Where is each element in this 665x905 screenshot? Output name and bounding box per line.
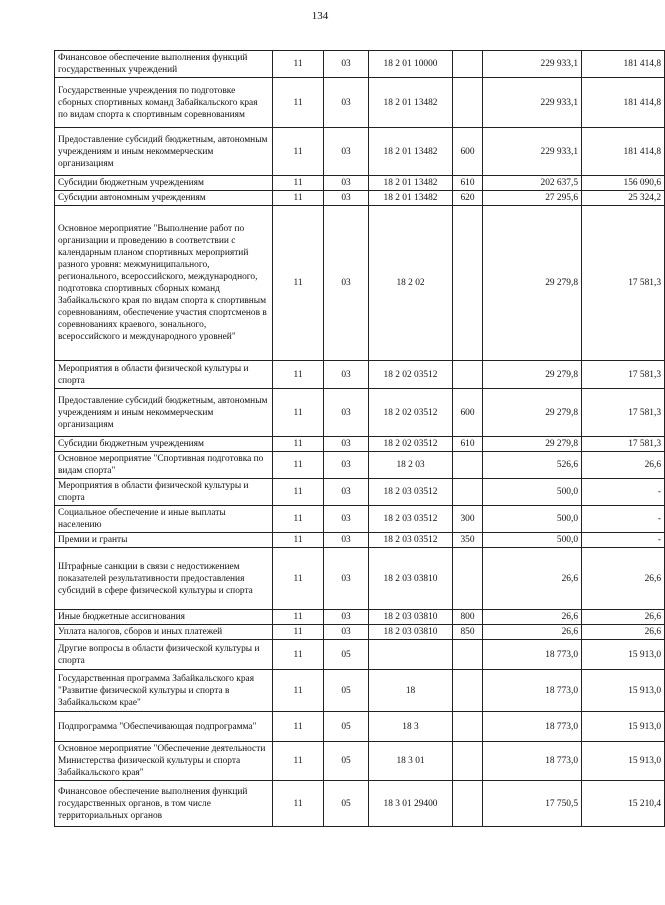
cell-sum-1: 500,0	[483, 533, 582, 548]
cell-name: Субсидии автономным учреждениям	[55, 191, 273, 206]
cell-subsection: 03	[324, 533, 369, 548]
cell-name: Предоставление субсидий бюджетным, автономным учреждениям и иным некоммерческим организациям	[55, 128, 273, 176]
cell-name: Финансовое обеспечение выполнения функций государственных учреждений	[55, 51, 273, 78]
cell-subsection: 03	[324, 389, 369, 437]
cell-section: 11	[273, 437, 324, 452]
cell-target-item: 18 2 03 03810	[369, 548, 453, 610]
cell-subsection: 05	[324, 640, 369, 670]
cell-sum-1: 229 933,1	[483, 128, 582, 176]
cell-sum-2: -	[582, 479, 665, 506]
cell-expense-type	[453, 640, 483, 670]
cell-sum-1: 526,6	[483, 452, 582, 479]
cell-sum-2: 181 414,8	[582, 128, 665, 176]
page-number: 134	[311, 10, 329, 22]
cell-sum-2: -	[582, 533, 665, 548]
cell-section: 11	[273, 533, 324, 548]
cell-sum-2: 17 581,3	[582, 206, 665, 361]
cell-section: 11	[273, 176, 324, 191]
cell-subsection: 03	[324, 206, 369, 361]
cell-expense-type	[453, 361, 483, 389]
table-row	[55, 640, 665, 670]
cell-sum-1: 18 773,0	[483, 670, 582, 712]
table-row	[55, 548, 665, 610]
cell-name: Мероприятия в области физической культуры и спорта	[55, 361, 273, 389]
table-row	[55, 533, 665, 548]
cell-name: Мероприятия в области физической культуры и спорта	[55, 479, 273, 506]
cell-expense-type: 620	[453, 191, 483, 206]
cell-expense-type: 850	[453, 625, 483, 640]
cell-section: 11	[273, 206, 324, 361]
cell-section: 11	[273, 742, 324, 781]
cell-sum-2: 17 581,3	[582, 389, 665, 437]
cell-subsection: 03	[324, 506, 369, 533]
cell-name: Иные бюджетные ассигнования	[55, 610, 273, 625]
cell-sum-2: 26,6	[582, 452, 665, 479]
table-row	[55, 712, 665, 742]
cell-subsection: 03	[324, 610, 369, 625]
cell-section: 11	[273, 610, 324, 625]
cell-sum-2: 26,6	[582, 610, 665, 625]
cell-target-item: 18 2 03 03810	[369, 625, 453, 640]
cell-sum-2: -	[582, 506, 665, 533]
cell-expense-type: 800	[453, 610, 483, 625]
table-row	[55, 479, 665, 506]
cell-sum-1: 26,6	[483, 548, 582, 610]
cell-section: 11	[273, 191, 324, 206]
cell-section: 11	[273, 670, 324, 712]
cell-target-item: 18 3	[369, 712, 453, 742]
cell-subsection: 03	[324, 51, 369, 78]
cell-subsection: 03	[324, 78, 369, 128]
table-row	[55, 437, 665, 452]
cell-sum-2: 25 324,2	[582, 191, 665, 206]
cell-sum-1: 18 773,0	[483, 742, 582, 781]
cell-name: Государственные учреждения по подготовке сборных спортивных команд Забайкальского края по видам спорта к спортивным соревнованиям	[55, 78, 273, 128]
cell-target-item: 18 2 03 03512	[369, 479, 453, 506]
cell-target-item: 18 2 01 13482	[369, 176, 453, 191]
table-row	[55, 742, 665, 781]
cell-expense-type	[453, 51, 483, 78]
cell-name: Основное мероприятие "Выполнение работ по организации и проведению в соответствии с календарным планом спортивных мероприятий разного уровня: межмуниципального, регионального, всероссийского, международного, подготовка спортивных сборных команд Забайкальского края по видам спорта к спортивным соревнованиям, обеспечение участия спортсменов в соревнованиях краевого, зонального, всероссийского и международного уровней"	[55, 206, 273, 361]
cell-expense-type	[453, 479, 483, 506]
table-row	[55, 191, 665, 206]
cell-expense-type	[453, 781, 483, 827]
cell-target-item: 18 2 02 03512	[369, 437, 453, 452]
cell-name: Уплата налогов, сборов и иных платежей	[55, 625, 273, 640]
cell-expense-type	[453, 670, 483, 712]
cell-section: 11	[273, 78, 324, 128]
cell-sum-2: 181 414,8	[582, 51, 665, 78]
table-row	[55, 389, 665, 437]
cell-name: Основное мероприятие "Спортивная подготовка по видам спорта"	[55, 452, 273, 479]
cell-sum-2: 17 581,3	[582, 437, 665, 452]
cell-expense-type	[453, 78, 483, 128]
cell-name: Подпрограмма "Обеспечивающая подпрограмма"	[55, 712, 273, 742]
cell-subsection: 05	[324, 742, 369, 781]
table-row	[55, 361, 665, 389]
cell-sum-1: 26,6	[483, 610, 582, 625]
cell-sum-1: 29 279,8	[483, 361, 582, 389]
cell-subsection: 05	[324, 712, 369, 742]
cell-name: Штрафные санкции в связи с недостижением показателей результативности предоставления субсидий в сфере физической культуры и спорта	[55, 548, 273, 610]
table-row	[55, 176, 665, 191]
cell-subsection: 03	[324, 128, 369, 176]
cell-subsection: 05	[324, 781, 369, 827]
cell-target-item	[369, 640, 453, 670]
cell-sum-1: 229 933,1	[483, 78, 582, 128]
cell-target-item: 18 2 01 13482	[369, 78, 453, 128]
cell-subsection: 03	[324, 625, 369, 640]
cell-target-item: 18 2 03 03810	[369, 610, 453, 625]
cell-name: Предоставление субсидий бюджетным, автономным учреждениям и иным некоммерческим организациям	[55, 389, 273, 437]
cell-subsection: 03	[324, 361, 369, 389]
cell-target-item: 18 2 03 03512	[369, 506, 453, 533]
table-row	[55, 610, 665, 625]
cell-subsection: 05	[324, 670, 369, 712]
cell-sum-2: 26,6	[582, 548, 665, 610]
table-row	[55, 670, 665, 712]
cell-name: Основное мероприятие "Обеспечение деятельности Министерства физической культуры и спорта Забайкальского края"	[55, 742, 273, 781]
cell-sum-1: 500,0	[483, 479, 582, 506]
cell-section: 11	[273, 712, 324, 742]
cell-target-item: 18 2 03 03512	[369, 533, 453, 548]
cell-name: Субсидии бюджетным учреждениям	[55, 176, 273, 191]
table-row	[55, 452, 665, 479]
cell-sum-1: 500,0	[483, 506, 582, 533]
cell-expense-type	[453, 742, 483, 781]
cell-sum-2: 26,6	[582, 625, 665, 640]
cell-expense-type: 350	[453, 533, 483, 548]
cell-name: Финансовое обеспечение выполнения функций государственных органов, в том числе территориальных органов	[55, 781, 273, 827]
cell-subsection: 03	[324, 548, 369, 610]
cell-sum-2: 15 913,0	[582, 742, 665, 781]
table-row	[55, 206, 665, 361]
cell-name: Государственная программа Забайкальского края "Развитие физической культуры и спорта в Забайкальском крае"	[55, 670, 273, 712]
cell-section: 11	[273, 625, 324, 640]
cell-expense-type: 610	[453, 437, 483, 452]
cell-target-item: 18 3 01 29400	[369, 781, 453, 827]
table-row	[55, 625, 665, 640]
cell-section: 11	[273, 389, 324, 437]
cell-section: 11	[273, 781, 324, 827]
cell-section: 11	[273, 548, 324, 610]
cell-expense-type: 600	[453, 389, 483, 437]
cell-sum-2: 156 090,6	[582, 176, 665, 191]
cell-section: 11	[273, 452, 324, 479]
table-row	[55, 51, 665, 78]
cell-expense-type	[453, 548, 483, 610]
table-row	[55, 781, 665, 827]
cell-sum-1: 229 933,1	[483, 51, 582, 78]
cell-sum-2: 15 913,0	[582, 640, 665, 670]
cell-section: 11	[273, 506, 324, 533]
cell-name: Другие вопросы в области физической культуры и спорта	[55, 640, 273, 670]
cell-target-item: 18 2 01 13482	[369, 128, 453, 176]
cell-section: 11	[273, 640, 324, 670]
cell-target-item: 18 3 01	[369, 742, 453, 781]
cell-name: Социальное обеспечение и иные выплаты населению	[55, 506, 273, 533]
cell-sum-1: 202 637,5	[483, 176, 582, 191]
cell-name: Субсидии бюджетным учреждениям	[55, 437, 273, 452]
cell-expense-type: 300	[453, 506, 483, 533]
cell-section: 11	[273, 51, 324, 78]
budget-table	[54, 50, 665, 827]
cell-sum-1: 27 295,6	[483, 191, 582, 206]
cell-target-item: 18 2 01 13482	[369, 191, 453, 206]
cell-sum-1: 29 279,8	[483, 389, 582, 437]
table-row	[55, 78, 665, 128]
cell-subsection: 03	[324, 176, 369, 191]
cell-sum-2: 17 581,3	[582, 361, 665, 389]
cell-subsection: 03	[324, 452, 369, 479]
cell-sum-1: 18 773,0	[483, 640, 582, 670]
cell-target-item: 18 2 02 03512	[369, 389, 453, 437]
cell-sum-1: 29 279,8	[483, 206, 582, 361]
cell-section: 11	[273, 361, 324, 389]
cell-target-item: 18 2 01 10000	[369, 51, 453, 78]
cell-target-item: 18 2 02	[369, 206, 453, 361]
cell-sum-2: 15 210,4	[582, 781, 665, 827]
table-row	[55, 506, 665, 533]
cell-sum-2: 15 913,0	[582, 712, 665, 742]
cell-sum-2: 15 913,0	[582, 670, 665, 712]
cell-expense-type	[453, 452, 483, 479]
cell-sum-1: 29 279,8	[483, 437, 582, 452]
cell-sum-1: 18 773,0	[483, 712, 582, 742]
cell-expense-type	[453, 712, 483, 742]
cell-target-item: 18 2 03	[369, 452, 453, 479]
cell-sum-1: 26,6	[483, 625, 582, 640]
cell-expense-type: 610	[453, 176, 483, 191]
cell-sum-1: 17 750,5	[483, 781, 582, 827]
cell-name: Премии и гранты	[55, 533, 273, 548]
cell-target-item: 18	[369, 670, 453, 712]
cell-expense-type: 600	[453, 128, 483, 176]
cell-subsection: 03	[324, 437, 369, 452]
cell-expense-type	[453, 206, 483, 361]
cell-sum-2: 181 414,8	[582, 78, 665, 128]
cell-section: 11	[273, 479, 324, 506]
table-row	[55, 128, 665, 176]
cell-subsection: 03	[324, 191, 369, 206]
cell-section: 11	[273, 128, 324, 176]
cell-subsection: 03	[324, 479, 369, 506]
cell-target-item: 18 2 02 03512	[369, 361, 453, 389]
